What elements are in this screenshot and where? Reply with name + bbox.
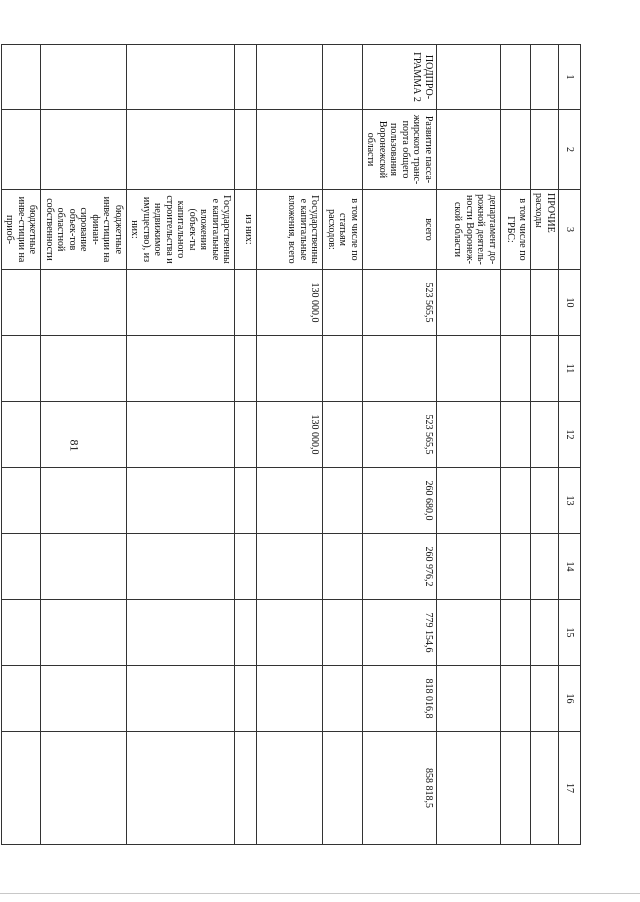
table-row: [501, 45, 531, 845]
table-cell: [41, 402, 127, 468]
table-cell: [437, 666, 501, 732]
table-cell: [501, 402, 531, 468]
table-cell: [323, 600, 363, 666]
header-cell: 16: [559, 666, 581, 732]
table-row: [363, 45, 437, 845]
header-cell: 14: [559, 534, 581, 600]
table-row: [127, 45, 236, 845]
table-cell: [531, 600, 559, 666]
table-cell: [257, 336, 323, 402]
header-cell: 10: [559, 270, 581, 336]
table-cell: [323, 534, 363, 600]
table-row: [531, 45, 559, 845]
table-cell: [127, 534, 236, 600]
table-cell: [127, 468, 236, 534]
header-cell: 12: [559, 402, 581, 468]
header-row: [559, 45, 581, 845]
table-row: [235, 45, 257, 845]
table-cell: [437, 270, 501, 336]
table-cell: [257, 732, 323, 845]
table-cell: [531, 666, 559, 732]
table-cell: [501, 468, 531, 534]
table-cell: [41, 270, 127, 336]
table-cell: [235, 270, 257, 336]
table-cell: [501, 666, 531, 732]
table-cell: [2, 45, 42, 110]
header-cell: 11: [559, 336, 581, 402]
table-cell: 260 976,2: [363, 534, 437, 600]
table-cell: [501, 45, 531, 110]
table-cell: [127, 110, 236, 190]
table-cell: [257, 468, 323, 534]
table-cell: [323, 336, 363, 402]
table-cell: ПОДПРО-ГРАММА 2: [363, 45, 437, 110]
table-cell: [323, 110, 363, 190]
table-row: [437, 45, 501, 845]
table-cell: [235, 402, 257, 468]
header-cell: 2: [559, 110, 581, 190]
table-cell: [2, 110, 42, 190]
table-cell: [531, 270, 559, 336]
table-row: [323, 45, 363, 845]
table-cell: [235, 666, 257, 732]
table-cell: [127, 600, 236, 666]
table-cell: 130 000,0: [257, 402, 323, 468]
table-cell: [2, 402, 42, 468]
table-cell: [323, 270, 363, 336]
table-cell: 858 818,5: [363, 732, 437, 845]
table-cell: [323, 45, 363, 110]
table-cell: [323, 666, 363, 732]
table-cell: [257, 110, 323, 190]
table-cell: [2, 336, 42, 402]
table-cell: [323, 468, 363, 534]
table-row: [257, 45, 323, 845]
table-cell: [437, 534, 501, 600]
table-cell: 130 000,0: [257, 270, 323, 336]
table-cell: [531, 468, 559, 534]
table-cell: [2, 732, 42, 845]
table-cell: [501, 534, 531, 600]
table-cell: [257, 45, 323, 110]
table-cell: [2, 468, 42, 534]
table-cell: [41, 666, 127, 732]
table-cell: [41, 336, 127, 402]
table-cell: [437, 468, 501, 534]
header-cell: 17: [559, 732, 581, 845]
table-cell: из них:: [235, 190, 257, 270]
table-cell: [531, 732, 559, 845]
table-cell: 818 016,8: [363, 666, 437, 732]
table-cell: [2, 534, 42, 600]
table-cell: [41, 110, 127, 190]
table-cell: [531, 336, 559, 402]
table-cell: Развитие пасса-жирского транс-порта общего пользования Воронежской области: [363, 110, 437, 190]
table-cell: [257, 534, 323, 600]
table-cell: [2, 600, 42, 666]
table-cell: [2, 666, 42, 732]
table-cell: [437, 336, 501, 402]
table-cell: ПРОЧИЕ расходы: [531, 190, 559, 270]
table-cell: [127, 732, 236, 845]
table-cell: [323, 402, 363, 468]
table-cell: [235, 600, 257, 666]
table-cell: 779 154,6: [363, 600, 437, 666]
table-cell: [41, 732, 127, 845]
table-cell: [235, 45, 257, 110]
table-cell: [257, 600, 323, 666]
table-cell: [323, 732, 363, 845]
table-cell: [437, 402, 501, 468]
table-cell: [127, 45, 236, 110]
budget-table: [1, 44, 581, 845]
table-cell: [437, 110, 501, 190]
table-cell: [127, 270, 236, 336]
table-cell: [437, 600, 501, 666]
table-cell: [127, 402, 236, 468]
table-cell: всего: [363, 190, 437, 270]
table-cell: [531, 402, 559, 468]
table-cell: в том числе по ГРБС:: [501, 190, 531, 270]
table-cell: [235, 732, 257, 845]
table-cell: [41, 45, 127, 110]
table-cell: [501, 270, 531, 336]
page-number: 81: [67, 439, 82, 452]
table-cell: [127, 666, 236, 732]
table-row: [41, 45, 127, 845]
table-cell: [363, 336, 437, 402]
scan-edge-line: [0, 893, 640, 894]
table-cell: в том числе по статьям расходов:: [323, 190, 363, 270]
table-cell: [437, 45, 501, 110]
table-cell: [531, 534, 559, 600]
table-cell: Государственные капитальные вложения, всего: [257, 190, 323, 270]
table-cell: [235, 468, 257, 534]
table-cell: 523 565,5: [363, 270, 437, 336]
table-cell: [531, 45, 559, 110]
table-cell: [127, 336, 236, 402]
table-row: [2, 45, 42, 845]
table-cell: [531, 110, 559, 190]
table-cell: [235, 534, 257, 600]
table-cell: [501, 110, 531, 190]
table-cell: [501, 336, 531, 402]
table-cell: Государственные капитальные вложения (объек-ты капитального строительства и недвижимое имущество), из них:: [127, 190, 236, 270]
table-cell: [437, 732, 501, 845]
table-cell: департамент до-рожной деятель-ности Воронеж-ской области: [437, 190, 501, 270]
table-cell: бюджетные инве-стиции на приоб-: [2, 190, 42, 270]
table-cell: [235, 336, 257, 402]
header-cell: 15: [559, 600, 581, 666]
table-cell: [41, 468, 127, 534]
budget-table-frame: [4, 44, 581, 844]
table-cell: бюджетные инве-стиции на финан-сирование объек-тов областной собственности: [41, 190, 127, 270]
table-cell: [41, 600, 127, 666]
table-cell: [257, 666, 323, 732]
header-cell: 3: [559, 190, 581, 270]
table-cell: [235, 110, 257, 190]
table-cell: [501, 732, 531, 845]
header-cell: 13: [559, 468, 581, 534]
header-cell: 1: [559, 45, 581, 110]
table-cell: [2, 270, 42, 336]
table-cell: [501, 600, 531, 666]
table-cell: 260 680,0: [363, 468, 437, 534]
table-cell: 523 565,5: [363, 402, 437, 468]
table-cell: [41, 534, 127, 600]
